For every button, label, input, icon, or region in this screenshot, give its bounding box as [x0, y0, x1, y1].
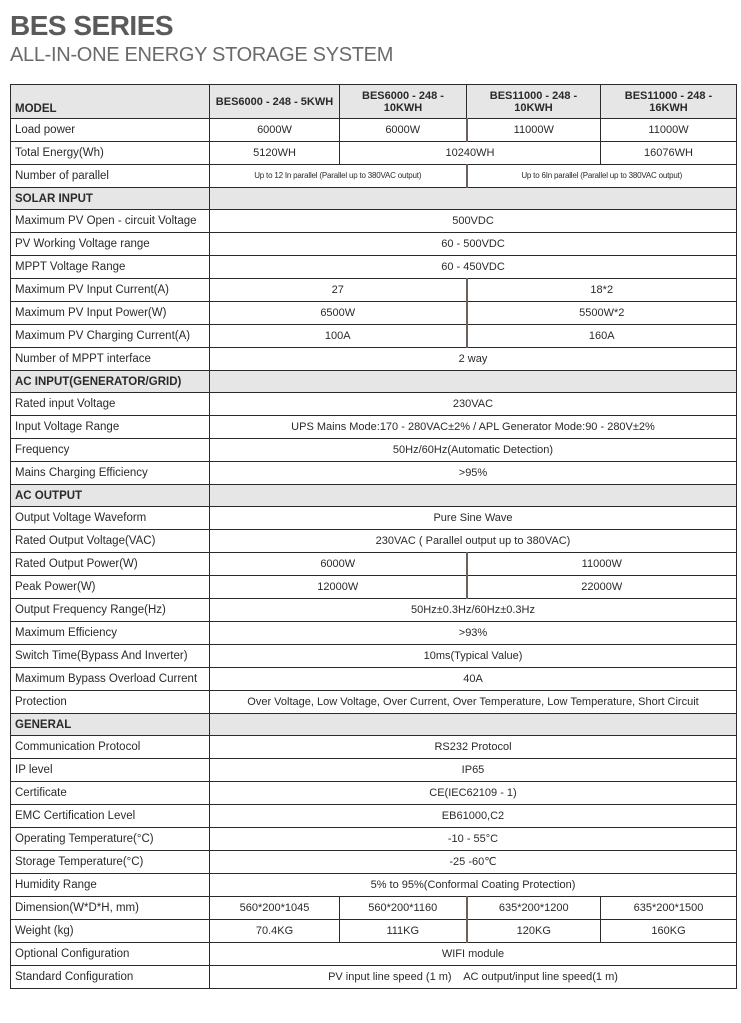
row-value: IP65 — [210, 759, 737, 782]
row-label: Mains Charging Efficiency — [11, 462, 210, 485]
table-row — [11, 851, 737, 874]
row-value: RS232 Protocol — [210, 736, 737, 759]
row-value: >95% — [210, 462, 737, 485]
table-row — [11, 279, 737, 302]
table-row — [11, 805, 737, 828]
table-row — [11, 530, 737, 553]
row-label: Optional Configuration — [11, 943, 210, 966]
row-value: -25 -60℃ — [210, 851, 737, 874]
page-subtitle: ALL-IN-ONE ENERGY STORAGE SYSTEM — [10, 44, 394, 66]
page-title: BES SERIES — [10, 10, 174, 41]
section-title: GENERAL — [11, 714, 210, 736]
row-value: 120KG — [467, 920, 601, 943]
section-header-ac-input — [11, 371, 737, 393]
row-label: Output Voltage Waveform — [11, 507, 210, 530]
model-name: BES11000 - 248 - 16KWH — [601, 85, 737, 119]
table-row — [11, 759, 737, 782]
row-value: 230VAC — [210, 393, 737, 416]
model-name: BES6000 - 248 - 5KWH — [210, 85, 340, 119]
section-title: SOLAR INPUT — [11, 188, 210, 210]
row-value: -10 - 55°C — [210, 828, 737, 851]
table-row — [11, 897, 737, 920]
table-row — [11, 348, 737, 371]
row-value: 230VAC ( Parallel output up to 380VAC) — [210, 530, 737, 553]
table-row — [11, 576, 737, 599]
row-label: Maximum Efficiency — [11, 622, 210, 645]
row-value: PV input line speed (1 m) AC output/input line speed(1 m) — [210, 966, 737, 989]
row-label: Output Frequency Range(Hz) — [11, 599, 210, 622]
row-value: Up to 6In parallel (Parallel up to 380VAC output) — [467, 165, 737, 188]
table-row — [11, 736, 737, 759]
row-label: Total Energy(Wh) — [11, 142, 210, 165]
section-filler — [210, 188, 737, 210]
section-title: AC OUTPUT — [11, 485, 210, 507]
row-value: 50Hz±0.3Hz/60Hz±0.3Hz — [210, 599, 737, 622]
table-row — [11, 691, 737, 714]
row-value: Up to 12 In parallel (Parallel up to 380VAC output) — [210, 165, 467, 188]
row-value: 160A — [467, 325, 737, 348]
row-value: Over Voltage, Low Voltage, Over Current, Over Temperature, Low Temperature, Short Circuit — [210, 691, 737, 714]
table-row — [11, 142, 737, 165]
table-row — [11, 165, 737, 188]
table-row — [11, 599, 737, 622]
table-row — [11, 233, 737, 256]
model-name: BES11000 - 248 - 10KWH — [467, 85, 601, 119]
row-value: 6000W — [340, 119, 467, 142]
row-label: Maximum PV Input Power(W) — [11, 302, 210, 325]
row-label: Maximum Bypass Overload Current — [11, 668, 210, 691]
row-label: Peak Power(W) — [11, 576, 210, 599]
row-label: Rated Output Voltage(VAC) — [11, 530, 210, 553]
section-title: AC INPUT(GENERATOR/GRID) — [11, 371, 210, 393]
row-value: UPS Mains Mode:170 - 280VAC±2% / APL Generator Mode:90 - 280V±2% — [210, 416, 737, 439]
row-label: Maximum PV Input Current(A) — [11, 279, 210, 302]
section-filler — [210, 371, 737, 393]
row-label: Weight (kg) — [11, 920, 210, 943]
section-filler — [210, 485, 737, 507]
row-label: Frequency — [11, 439, 210, 462]
table-row — [11, 507, 737, 530]
row-value: 111KG — [340, 920, 467, 943]
row-value: 60 - 450VDC — [210, 256, 737, 279]
row-value: 10ms(Typical Value) — [210, 645, 737, 668]
table-row — [11, 943, 737, 966]
model-name: BES6000 - 248 - 10KWH — [340, 85, 467, 119]
row-value: 5500W*2 — [467, 302, 737, 325]
row-value: 635*200*1200 — [467, 897, 601, 920]
table-row — [11, 966, 737, 989]
table-row — [11, 782, 737, 805]
row-label: Certificate — [11, 782, 210, 805]
row-value: 100A — [210, 325, 467, 348]
row-label: Load power — [11, 119, 210, 142]
row-value: 50Hz/60Hz(Automatic Detection) — [210, 439, 737, 462]
row-label: IP level — [11, 759, 210, 782]
row-value: 6500W — [210, 302, 467, 325]
table-row — [11, 302, 737, 325]
row-value: 500VDC — [210, 210, 737, 233]
row-value: 635*200*1500 — [601, 897, 737, 920]
row-value: 11000W — [467, 119, 601, 142]
row-label: Input Voltage Range — [11, 416, 210, 439]
row-label: Number of parallel — [11, 165, 210, 188]
table-row — [11, 645, 737, 668]
row-value: EB61000,C2 — [210, 805, 737, 828]
row-value: 6000W — [210, 119, 340, 142]
row-value: 11000W — [601, 119, 737, 142]
row-label: Number of MPPT interface — [11, 348, 210, 371]
row-label: Protection — [11, 691, 210, 714]
table-row — [11, 119, 737, 142]
table-row — [11, 828, 737, 851]
row-value: 16076WH — [601, 142, 737, 165]
section-header-general — [11, 714, 737, 736]
row-label: Storage Temperature(°C) — [11, 851, 210, 874]
section-filler — [210, 714, 737, 736]
row-label: PV Working Voltage range — [11, 233, 210, 256]
row-value: 40A — [210, 668, 737, 691]
table-row — [11, 462, 737, 485]
row-label: MPPT Voltage Range — [11, 256, 210, 279]
model-label: MODEL — [11, 85, 210, 119]
row-value: 11000W — [467, 553, 737, 576]
row-value: 5120WH — [210, 142, 340, 165]
table-row — [11, 393, 737, 416]
table-row — [11, 668, 737, 691]
table-row — [11, 210, 737, 233]
row-value: 70.4KG — [210, 920, 340, 943]
row-value: 27 — [210, 279, 467, 302]
row-label: Rated input Voltage — [11, 393, 210, 416]
row-label: Switch Time(Bypass And Inverter) — [11, 645, 210, 668]
section-header-solar-input — [11, 188, 737, 210]
row-value: 18*2 — [467, 279, 737, 302]
row-value: >93% — [210, 622, 737, 645]
model-header-row — [11, 85, 737, 119]
table-row — [11, 416, 737, 439]
table-row — [11, 553, 737, 576]
row-value: CE(IEC62109 - 1) — [210, 782, 737, 805]
row-label: EMC Certification Level — [11, 805, 210, 828]
row-value: 10240WH — [340, 142, 601, 165]
row-value: 2 way — [210, 348, 737, 371]
row-label: Humidity Range — [11, 874, 210, 897]
table-row — [11, 325, 737, 348]
row-label: Dimension(W*D*H, mm) — [11, 897, 210, 920]
table-row — [11, 920, 737, 943]
row-value: 12000W — [210, 576, 467, 599]
row-value: 6000W — [210, 553, 467, 576]
row-label: Communication Protocol — [11, 736, 210, 759]
row-value: 22000W — [467, 576, 737, 599]
table-row — [11, 256, 737, 279]
table-row — [11, 439, 737, 462]
row-label: Maximum PV Charging Current(A) — [11, 325, 210, 348]
row-value: 560*200*1160 — [340, 897, 467, 920]
table-row — [11, 622, 737, 645]
spec-table — [10, 84, 737, 989]
row-label: Rated Output Power(W) — [11, 553, 210, 576]
row-value: 5% to 95%(Conformal Coating Protection) — [210, 874, 737, 897]
row-label: Maximum PV Open - circuit Voltage — [11, 210, 210, 233]
table-row — [11, 874, 737, 897]
row-value: 560*200*1045 — [210, 897, 340, 920]
row-value: 60 - 500VDC — [210, 233, 737, 256]
row-label: Standard Configuration — [11, 966, 210, 989]
row-value: WIFI module — [210, 943, 737, 966]
row-value: 160KG — [601, 920, 737, 943]
row-value: Pure Sine Wave — [210, 507, 737, 530]
section-header-ac-output — [11, 485, 737, 507]
row-label: Operating Temperature(°C) — [11, 828, 210, 851]
